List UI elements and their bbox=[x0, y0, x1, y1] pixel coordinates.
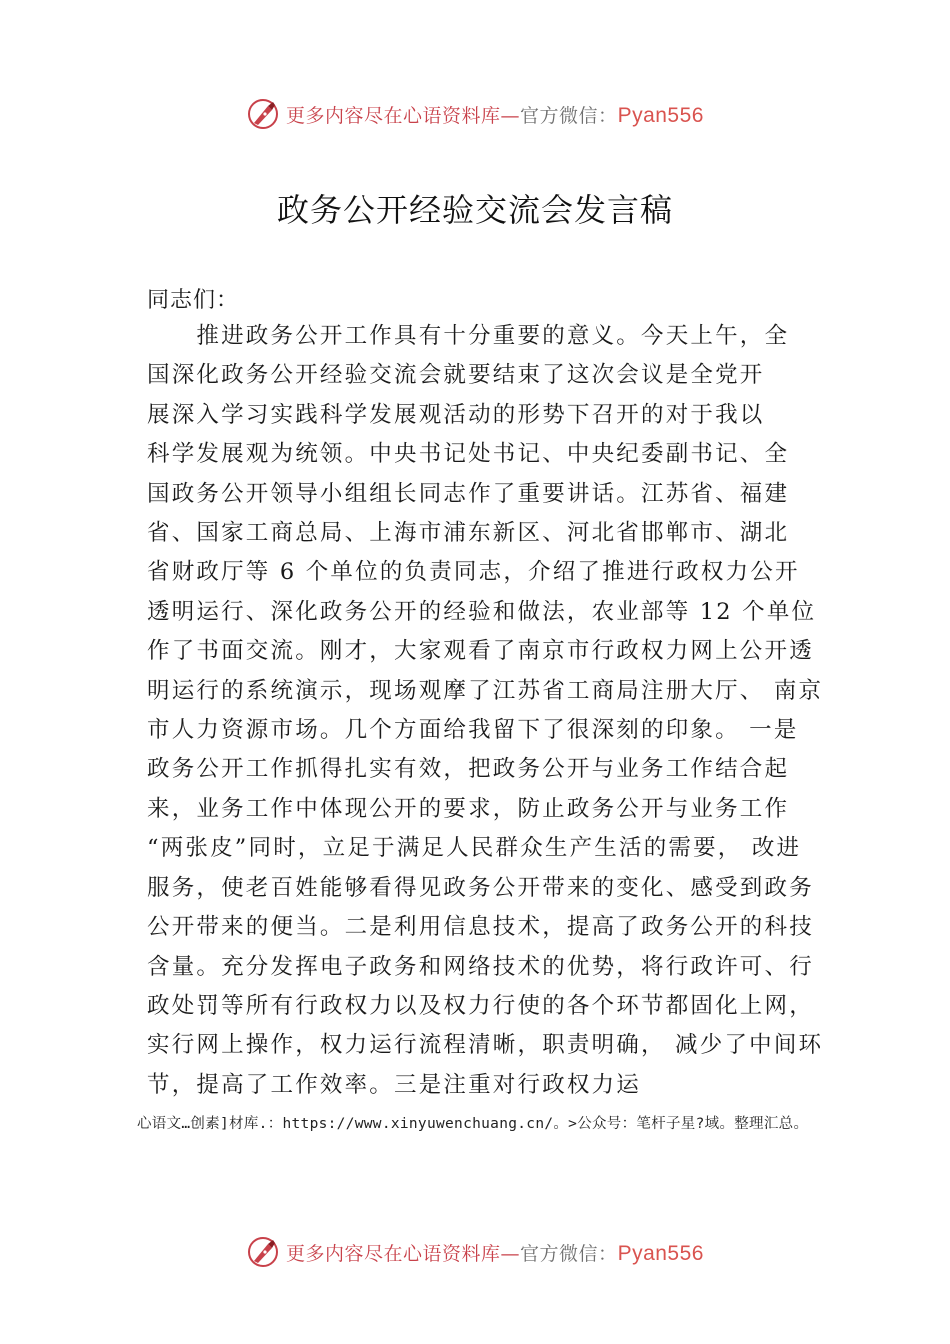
body-line: 展深入学习实践科学发展观活动的形势下召开的对于我以 bbox=[147, 401, 765, 428]
body-line: 市人力资源市场。几个方面给我留下了很深刻的印象。 一是 bbox=[147, 717, 799, 744]
body-line: 省、国家工商总局、上海市浦东新区、河北省邯郸市、湖北 bbox=[147, 520, 790, 547]
banner-wechat-id: Pyan556 bbox=[617, 1241, 704, 1265]
banner-text bbox=[286, 101, 704, 128]
pen-nib-logo bbox=[246, 97, 280, 131]
body-line: 政务公开工作抓得扎实有效，把政务公开与业务工作结合起 bbox=[147, 756, 790, 783]
body-line: 透明运行、深化政务公开的经验和做法，农业部等 12 个单位 bbox=[147, 598, 817, 625]
banner-main: 更多内容尽在心语资料库— bbox=[286, 104, 521, 127]
body-line: “两张皮”同时，立足于满足人民群众生产生活的需要， 改进 bbox=[147, 835, 802, 862]
banner-wechat-id: Pyan556 bbox=[617, 103, 704, 127]
body-line: 作了书面交流。刚才，大家观看了南京市行政权力网上公开透 bbox=[147, 638, 814, 665]
body-line: 来，业务工作中体现公开的要求，防止政务公开与业务工作 bbox=[147, 795, 790, 822]
banner-text bbox=[286, 1239, 704, 1266]
pen-nib-logo bbox=[246, 1235, 280, 1269]
body-line: 明运行的系统演示，现场观摩了江苏省工商局注册大厅、 南京 bbox=[147, 677, 824, 704]
banner-main: 更多内容尽在心语资料库— bbox=[286, 1242, 521, 1265]
body-line: 科学发展观为统领。中央书记处书记、中央纪委副书记、全 bbox=[147, 441, 790, 468]
body-line: 服务，使老百姓能够看得见政务公开带来的变化、感受到政务 bbox=[147, 874, 814, 901]
body-line: 含量。充分发挥电子政务和网络技术的优势，将行政许可、行 bbox=[147, 953, 814, 980]
salutation: 同志们： bbox=[147, 288, 240, 313]
banner-wechat-label: 官方微信： bbox=[520, 1242, 618, 1265]
body-line: 节，提高了工作效率。三是注重对行政权力运 bbox=[147, 1071, 642, 1098]
header-banner bbox=[0, 94, 950, 134]
body-line: 国深化政务公开经验交流会就要结束了这次会议是全党开 bbox=[147, 362, 765, 389]
banner-wechat-label: 官方微信： bbox=[520, 104, 618, 127]
body-line: 公开带来的便当。二是利用信息技术，提高了政务公开的科技 bbox=[147, 914, 814, 941]
footer-banner bbox=[0, 1232, 950, 1272]
body-line: 国政务公开领导小组组长同志作了重要讲话。江苏省、福建 bbox=[147, 480, 790, 507]
body-line: 实行网上操作，权力运行流程清晰，职责明确， 减少了中间环 bbox=[147, 1032, 824, 1059]
body-text bbox=[147, 317, 824, 1105]
body-line: 省财政厅等 6 个单位的负责同志，介绍了推进行政权力公开 bbox=[147, 559, 800, 586]
document-title: 政务公开经验交流会发言稿 bbox=[276, 191, 673, 229]
body-line: 推进政务公开工作具有十分重要的意义。今天上午，全 bbox=[147, 323, 790, 349]
body-line: 政处罚等所有行政权力以及权力行使的各个环节都固化上网， bbox=[147, 992, 814, 1019]
source-footnote: 心语文…创素]材库.：https://www.xinyuwenchuang.cn/。>公众号：笔杆子星?域。整理汇总。 bbox=[137, 1116, 809, 1132]
